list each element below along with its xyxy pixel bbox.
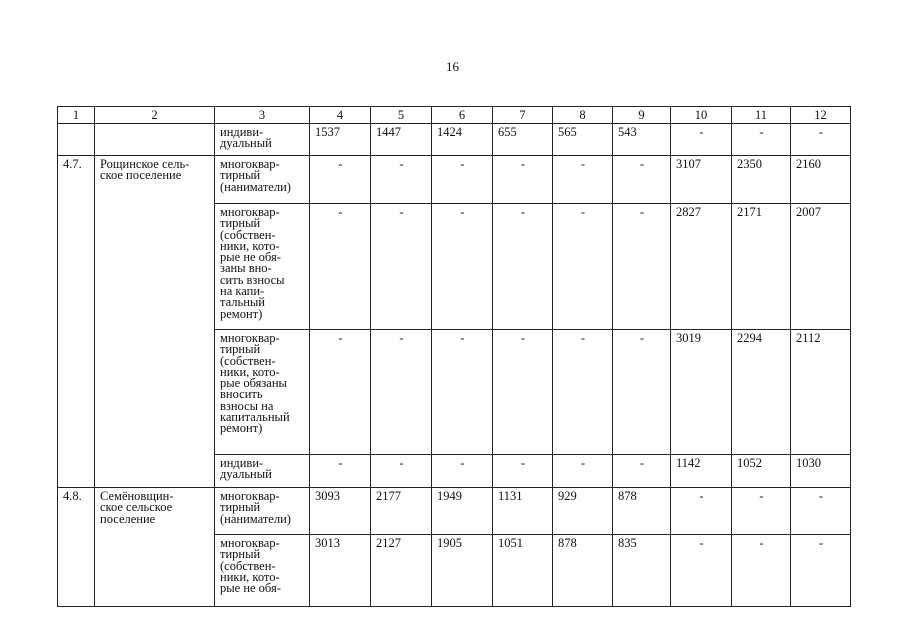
column-header: 12: [791, 107, 851, 124]
value-cell: 1424: [432, 124, 493, 156]
settlement-code: 4.7.: [58, 156, 95, 488]
value-cell: 1949: [432, 488, 493, 535]
settlement-code: [58, 124, 95, 156]
value-cell: -: [493, 156, 553, 204]
column-header: 9: [613, 107, 671, 124]
housing-type: индиви- дуальный: [215, 124, 310, 156]
value-cell: -: [310, 330, 371, 455]
value-cell: -: [432, 330, 493, 455]
value-cell: -: [493, 204, 553, 330]
value-cell: -: [371, 330, 432, 455]
value-cell: 3013: [310, 535, 371, 607]
value-cell: -: [432, 455, 493, 488]
value-cell: -: [371, 156, 432, 204]
settlement-name: [95, 124, 215, 156]
value-cell: 1905: [432, 535, 493, 607]
value-cell: -: [732, 124, 791, 156]
value-cell: 1051: [493, 535, 553, 607]
housing-type: индиви- дуальный: [215, 455, 310, 488]
value-cell: -: [553, 330, 613, 455]
value-cell: -: [791, 488, 851, 535]
value-cell: -: [613, 204, 671, 330]
value-cell: 835: [613, 535, 671, 607]
settlement-name: Семёновщин- ское сельское поселение: [95, 488, 215, 607]
column-header: 3: [215, 107, 310, 124]
value-cell: 1142: [671, 455, 732, 488]
value-cell: 1030: [791, 455, 851, 488]
column-header: 7: [493, 107, 553, 124]
value-cell: 2007: [791, 204, 851, 330]
value-cell: -: [310, 204, 371, 330]
value-cell: 2177: [371, 488, 432, 535]
value-cell: -: [613, 156, 671, 204]
value-cell: 543: [613, 124, 671, 156]
value-cell: 2171: [732, 204, 791, 330]
value-cell: 2160: [791, 156, 851, 204]
table-row: [58, 124, 851, 156]
value-cell: -: [553, 204, 613, 330]
column-header: 4: [310, 107, 371, 124]
value-cell: -: [791, 124, 851, 156]
value-cell: -: [371, 204, 432, 330]
value-cell: -: [432, 204, 493, 330]
value-cell: -: [732, 488, 791, 535]
column-header: 10: [671, 107, 732, 124]
value-cell: -: [613, 330, 671, 455]
value-cell: -: [310, 455, 371, 488]
value-cell: 2827: [671, 204, 732, 330]
value-cell: 1052: [732, 455, 791, 488]
value-cell: -: [671, 535, 732, 607]
value-cell: -: [310, 156, 371, 204]
settlement-code: 4.8.: [58, 488, 95, 607]
value-cell: -: [493, 455, 553, 488]
housing-type: многоквар- тирный (собствен- ники, кото- рые обязаны вносить взносы на капитальный ремонт): [215, 330, 310, 455]
housing-type: многоквар- тирный (наниматели): [215, 488, 310, 535]
housing-type: многоквар- тирный (собствен- ники, кото- рые не обя-: [215, 535, 310, 607]
value-cell: 1537: [310, 124, 371, 156]
table-row: [58, 488, 851, 535]
value-cell: 1447: [371, 124, 432, 156]
column-header: 1: [58, 107, 95, 124]
value-cell: -: [493, 330, 553, 455]
column-header: 8: [553, 107, 613, 124]
settlement-name: Рощинское сель- ское поселение: [95, 156, 215, 488]
value-cell: 878: [553, 535, 613, 607]
value-cell: 3093: [310, 488, 371, 535]
value-cell: 3019: [671, 330, 732, 455]
value-cell: -: [432, 156, 493, 204]
value-cell: -: [671, 124, 732, 156]
table-body: [58, 107, 851, 607]
column-header: 11: [732, 107, 791, 124]
value-cell: 565: [553, 124, 613, 156]
value-cell: -: [791, 535, 851, 607]
value-cell: 2112: [791, 330, 851, 455]
table-row: [58, 156, 851, 204]
column-header: 6: [432, 107, 493, 124]
value-cell: 2350: [732, 156, 791, 204]
value-cell: 2127: [371, 535, 432, 607]
page-number: 16: [446, 59, 459, 74]
value-cell: 655: [493, 124, 553, 156]
value-cell: -: [732, 535, 791, 607]
value-cell: -: [613, 455, 671, 488]
tariff-table: [57, 106, 851, 607]
value-cell: 1131: [493, 488, 553, 535]
value-cell: -: [553, 455, 613, 488]
housing-type: многоквар- тирный (наниматели): [215, 156, 310, 204]
column-number-row: [58, 107, 851, 124]
value-cell: 3107: [671, 156, 732, 204]
column-header: 2: [95, 107, 215, 124]
value-cell: -: [671, 488, 732, 535]
value-cell: 878: [613, 488, 671, 535]
value-cell: -: [553, 156, 613, 204]
column-header: 5: [371, 107, 432, 124]
value-cell: 929: [553, 488, 613, 535]
value-cell: -: [371, 455, 432, 488]
housing-type: многоквар- тирный (собствен- ники, кото- рые не обя- заны вно- сить взносы на капи- тальный ремонт): [215, 204, 310, 330]
value-cell: 2294: [732, 330, 791, 455]
